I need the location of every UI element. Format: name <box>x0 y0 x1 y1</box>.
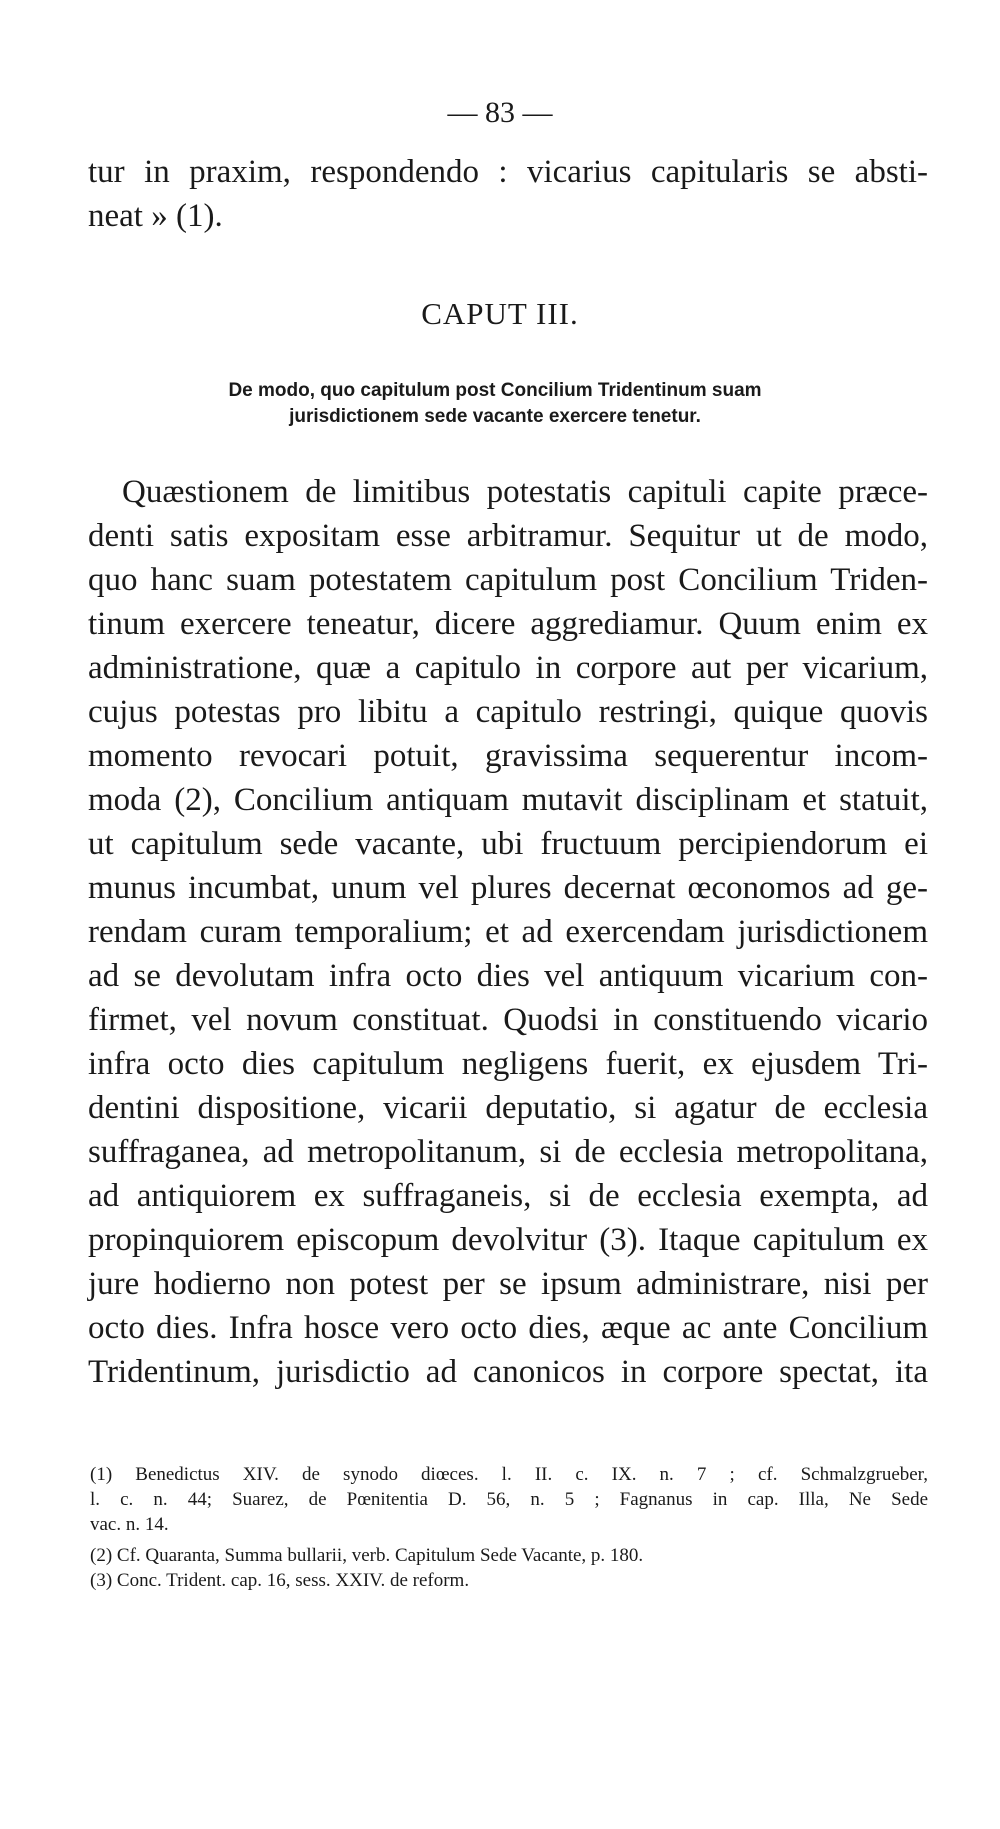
footnote-2 <box>90 1543 928 1568</box>
text-line: infra octo dies capitulum negligens fuerit, ex ejusdem Tri- <box>88 1046 928 1082</box>
text-line: moda (2), Concilium antiquam mutavit disciplinam et statuit, <box>88 782 928 818</box>
footnote-line: vac. n. 14. <box>90 1514 169 1535</box>
text-line: suffraganea, ad metropolitanum, si de ecclesia metropolitana, <box>88 1134 928 1170</box>
footnote-3 <box>90 1568 928 1593</box>
text-line: jure hodierno non potest per se ipsum administrare, nisi per <box>88 1266 928 1302</box>
text-line: tinum exercere teneatur, dicere aggrediamur. Quum enim ex <box>88 606 928 642</box>
text-line: dentini dispositione, vicarii deputatio, si agatur de ecclesia <box>88 1090 928 1126</box>
text-line: octo dies. Infra hosce vero octo dies, æque ac ante Concilium <box>88 1310 928 1346</box>
footnote-line: (3) Conc. Trident. cap. 16, sess. XXIV. de reform. <box>90 1570 470 1591</box>
footnote-line: (2) Cf. Quaranta, Summa bullarii, verb. Capitulum Sede Vacante, p. 180. <box>90 1545 644 1566</box>
text-line: propinquiorem episcopum devolvitur (3). Itaque capitulum ex <box>88 1222 928 1258</box>
text-line: munus incumbat, unum vel plures decernat œconomos ad ge- <box>88 870 928 906</box>
chapter-summary <box>100 378 890 430</box>
text-line: denti satis expositam esse arbitramur. Sequitur ut de modo, <box>88 518 928 554</box>
text-line: Tridentinum, jurisdictio ad canonicos in corpore spectat, ita <box>88 1354 928 1390</box>
text-line: rendam curam temporalium; et ad exercendam jurisdictionem <box>88 914 928 950</box>
text-line: momento revocari potuit, gravissima sequerentur incom- <box>88 738 928 774</box>
text-line: tur in praxim, respondendo : vicarius capitularis se absti- <box>88 154 928 190</box>
text-line: quo hanc suam potestatem capitulum post Concilium Triden- <box>88 562 928 598</box>
footnote-1 <box>90 1462 928 1537</box>
footnotes <box>90 1462 928 1593</box>
page-number: — 83 — <box>447 96 553 129</box>
footnote-line: l. c. n. 44; Suarez, de Pœnitentia D. 56, n. 5 ; Fagnanus in cap. Illa, Ne Sede <box>90 1489 928 1510</box>
text-line: ut capitulum sede vacante, ubi fructuum percipiendorum ei <box>88 826 928 862</box>
chapter-heading: CAPUT III. <box>421 296 579 331</box>
text-line: neat » (1). <box>88 198 223 234</box>
text-line: cujus potestas pro libitu a capitulo restringi, quique quovis <box>88 694 928 730</box>
footnote-line: (1) Benedictus XIV. de synodo diœces. l. II. c. IX. n. 7 ; cf. Schmalzgrueber, <box>90 1464 928 1485</box>
text-line: ad antiquiorem ex suffraganeis, si de ecclesia exempta, ad <box>88 1178 928 1214</box>
body-paragraph <box>88 470 928 1394</box>
summary-line: jurisdictionem sede vacante exercere tenetur. <box>289 406 701 427</box>
text-line: ad se devolutam infra octo dies vel antiquum vicarium con- <box>88 958 928 994</box>
summary-line: De modo, quo capitulum post Concilium Tridentinum suam <box>228 380 762 401</box>
text-line: administratione, quæ a capitulo in corpore aut per vicarium, <box>88 650 928 686</box>
text-line: Quæstionem de limitibus potestatis capituli capite præce- <box>122 474 928 510</box>
intro-paragraph <box>88 150 928 238</box>
text-line: firmet, vel novum constituat. Quodsi in constituendo vicario <box>88 1002 928 1038</box>
